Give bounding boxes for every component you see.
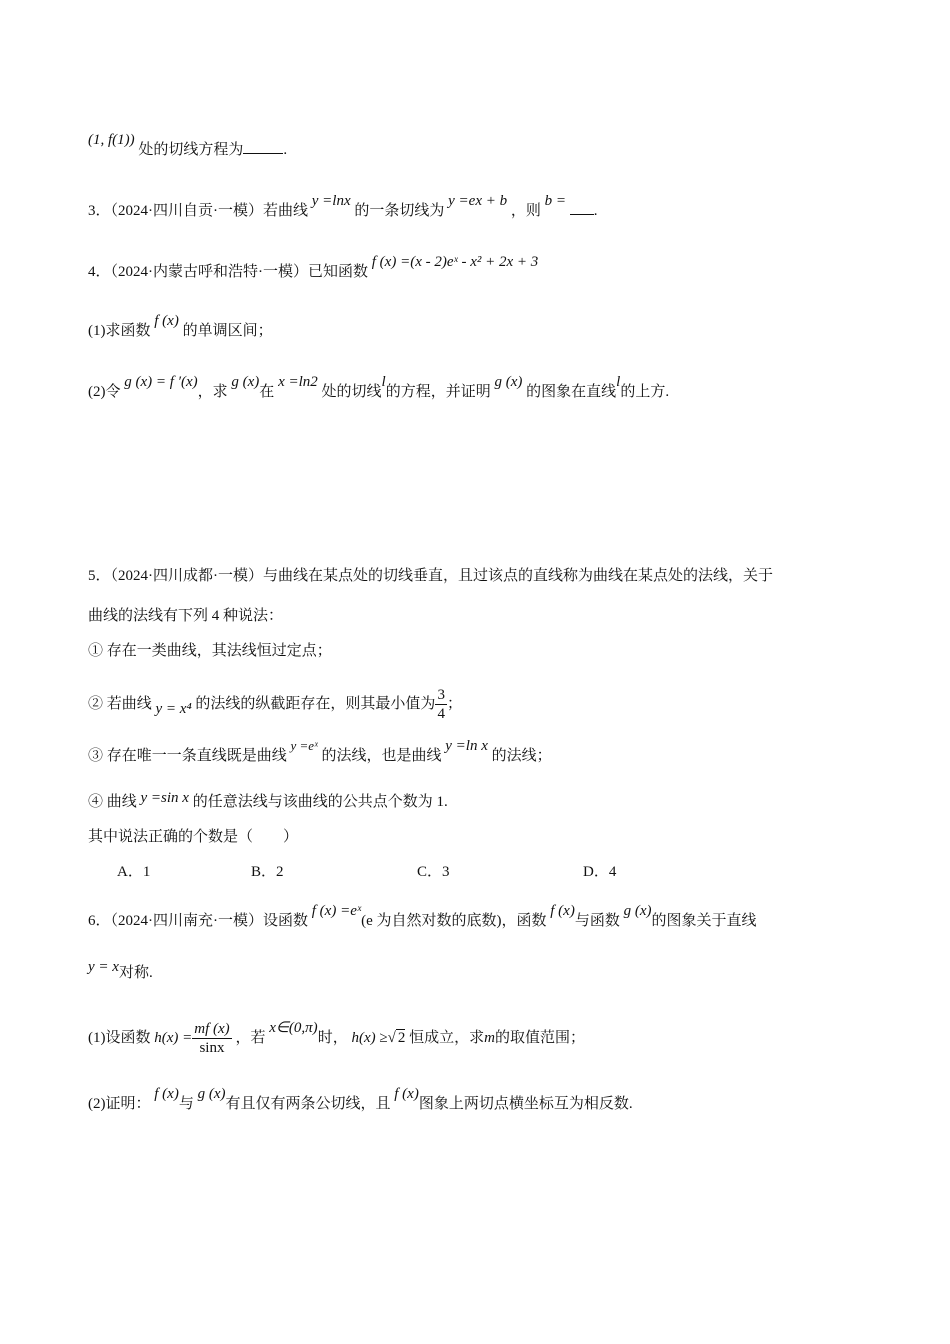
- q4-p2-t4: 的方程，并证明: [385, 384, 491, 400]
- q6-number: 6．: [88, 913, 111, 929]
- intro-end: .: [283, 142, 288, 158]
- q5-s3-m1: y =eˣ: [290, 738, 318, 753]
- fraction-numerator: mf (x): [194, 1021, 230, 1037]
- q5-line1: （2024·四川成都·一模）与曲线在某点处的切线垂直，且过该点的直线称为曲线在某点处的法线，关于: [110, 568, 774, 584]
- q5-s3-c: 的法线；: [491, 748, 552, 764]
- q5-s2-a: ② 若曲线: [88, 695, 152, 712]
- q5-statement-3: [88, 738, 552, 766]
- fraction-denominator: sinx: [199, 1040, 225, 1056]
- q4-function: f (x) =(x - 2)eˣ - x² + 2x + 3: [371, 254, 539, 270]
- q6-m3: g (x): [623, 903, 652, 919]
- q5-s2-b: 的法线的纵截距存在，则其最小值为: [195, 695, 436, 712]
- intro-line: [88, 132, 288, 160]
- q3-end: .: [593, 203, 598, 219]
- q4-p2-m4: l: [381, 374, 386, 390]
- q3-curve: y =lnx: [311, 193, 351, 209]
- q4-p2-t3: 处的切线: [321, 384, 382, 400]
- q4-p1-label: (1)求函数: [88, 323, 151, 339]
- question-4: [88, 254, 539, 282]
- point-expr: (1, f(1)): [88, 132, 135, 148]
- option-c[interactable]: C．3: [417, 864, 450, 880]
- q3-text1: 的一条切线为: [354, 203, 445, 219]
- sqrt-radicand: 2: [397, 1029, 406, 1046]
- q6-p2-label: (2)证明：: [88, 1096, 151, 1112]
- q5-ask: 其中说法正确的个数是（ ）: [88, 829, 299, 845]
- q4-p2-m6: l: [616, 374, 621, 390]
- q6-p2-m2: g (x): [197, 1086, 226, 1102]
- q6-m4: y = x: [88, 959, 119, 975]
- q5-s4-b: 的任意法线与该曲线的公共点个数为 1.: [192, 794, 448, 810]
- q6-t1: (e 为自然对数的底数)，函数: [361, 913, 547, 929]
- sqrt-symbol: √: [387, 1029, 396, 1046]
- q4-p2-t6: 的上方.: [620, 384, 670, 400]
- q6-p1-m3: h(x) ≥: [351, 1029, 388, 1046]
- q5-s3-a: ③ 存在唯一一条直线既是曲线: [88, 748, 287, 764]
- q6-p2-m1: f (x): [154, 1086, 179, 1102]
- question-5: [88, 566, 773, 586]
- q6-p1-m2: x∈(0,π): [269, 1019, 318, 1036]
- q3-b: b =: [544, 193, 566, 209]
- q5-s2-math: y = x⁴: [155, 700, 192, 717]
- q4-p2-m5: g (x): [494, 374, 523, 390]
- q6-p1-label: (1)设函数: [88, 1029, 151, 1046]
- q4-p1-text: 的单调区间；: [182, 323, 273, 339]
- answer-blank: [570, 202, 594, 215]
- q5-s4-a: ④ 曲线: [88, 794, 137, 810]
- q5-s3-b: 的法线，也是曲线: [321, 748, 442, 764]
- q4-part1: [88, 313, 273, 341]
- q6-p1-m1: h(x) =: [154, 1029, 193, 1046]
- q4-p2-label: (2)令: [88, 384, 121, 400]
- q6-part2: [88, 1086, 633, 1114]
- q6-t3: 的图象关于直线: [651, 913, 757, 929]
- q4-p2-m1: g (x) = f ′(x): [124, 374, 198, 390]
- fraction-numerator: 3: [437, 687, 445, 703]
- q4-p2-m3: x =ln2: [278, 374, 318, 390]
- q6-t2: 与函数: [574, 913, 620, 929]
- q5-s2-c: ；: [446, 695, 462, 712]
- q4-p1-math: f (x): [154, 313, 179, 329]
- option-b[interactable]: B．2: [251, 864, 284, 880]
- fraction: [192, 1020, 231, 1057]
- q3-source: （2024·四川自贡·一模）若曲线: [110, 203, 309, 219]
- q4-number: 4．: [88, 264, 111, 280]
- q6-p2-t3: 图象上两切点横坐标互为相反数.: [418, 1096, 633, 1112]
- q5-statement-1: ① 存在一类曲线，其法线恒过定点；: [88, 643, 332, 659]
- q5-s4-math: y =sin x: [140, 790, 189, 806]
- question-6: [88, 903, 757, 931]
- q6-p1-m4: m: [484, 1029, 495, 1046]
- q6-part1: [88, 1020, 585, 1057]
- intro-text: 处的切线方程为: [138, 142, 244, 158]
- q4-p2-m2: g (x): [231, 374, 260, 390]
- q3-text2: ，则: [510, 203, 541, 219]
- q6-source: （2024·四川南充·一模）设函数: [110, 913, 309, 929]
- q6-p1-t2: 时，: [317, 1029, 348, 1046]
- q4-p2-t1: ，求: [197, 384, 228, 400]
- fraction: [435, 686, 447, 723]
- option-a[interactable]: A．1: [117, 864, 151, 880]
- q5-statement-4: [88, 792, 448, 812]
- q6-line2: [88, 959, 153, 983]
- q5-line2: 曲线的法线有下列 4 种说法：: [88, 608, 284, 624]
- option-d[interactable]: D．4: [583, 864, 617, 880]
- q4-part2: [88, 374, 670, 402]
- q5-s3-m2: y =ln x: [445, 738, 488, 754]
- answer-blank: [243, 141, 283, 154]
- q6-p1-t3: 恒成立，求: [409, 1029, 485, 1046]
- q4-p2-t5: 的图象在直线: [526, 384, 617, 400]
- q6-m1: f (x) =eˣ: [311, 903, 362, 919]
- q5-number: 5．: [88, 568, 111, 584]
- q4-source: （2024·内蒙古呼和浩特·一模）已知函数: [110, 264, 369, 280]
- q6-p2-t2: 有且仅有两条公切线，且: [225, 1096, 391, 1112]
- q6-p1-t4: 的取值范围；: [494, 1029, 585, 1046]
- q6-p2-m3: f (x): [394, 1086, 419, 1102]
- q3-tangent: y =ex + b: [448, 193, 508, 209]
- q3-number: 3．: [88, 203, 111, 219]
- q5-statement-2: [88, 686, 462, 723]
- question-3: [88, 193, 598, 221]
- q6-t4: 对称.: [118, 965, 153, 981]
- q4-p2-t2: 在: [259, 384, 275, 400]
- q6-m2: f (x): [550, 903, 575, 919]
- fraction-denominator: 4: [437, 706, 445, 722]
- q6-p1-t1: ，若: [235, 1029, 266, 1046]
- q6-p2-t1: 与: [178, 1096, 194, 1112]
